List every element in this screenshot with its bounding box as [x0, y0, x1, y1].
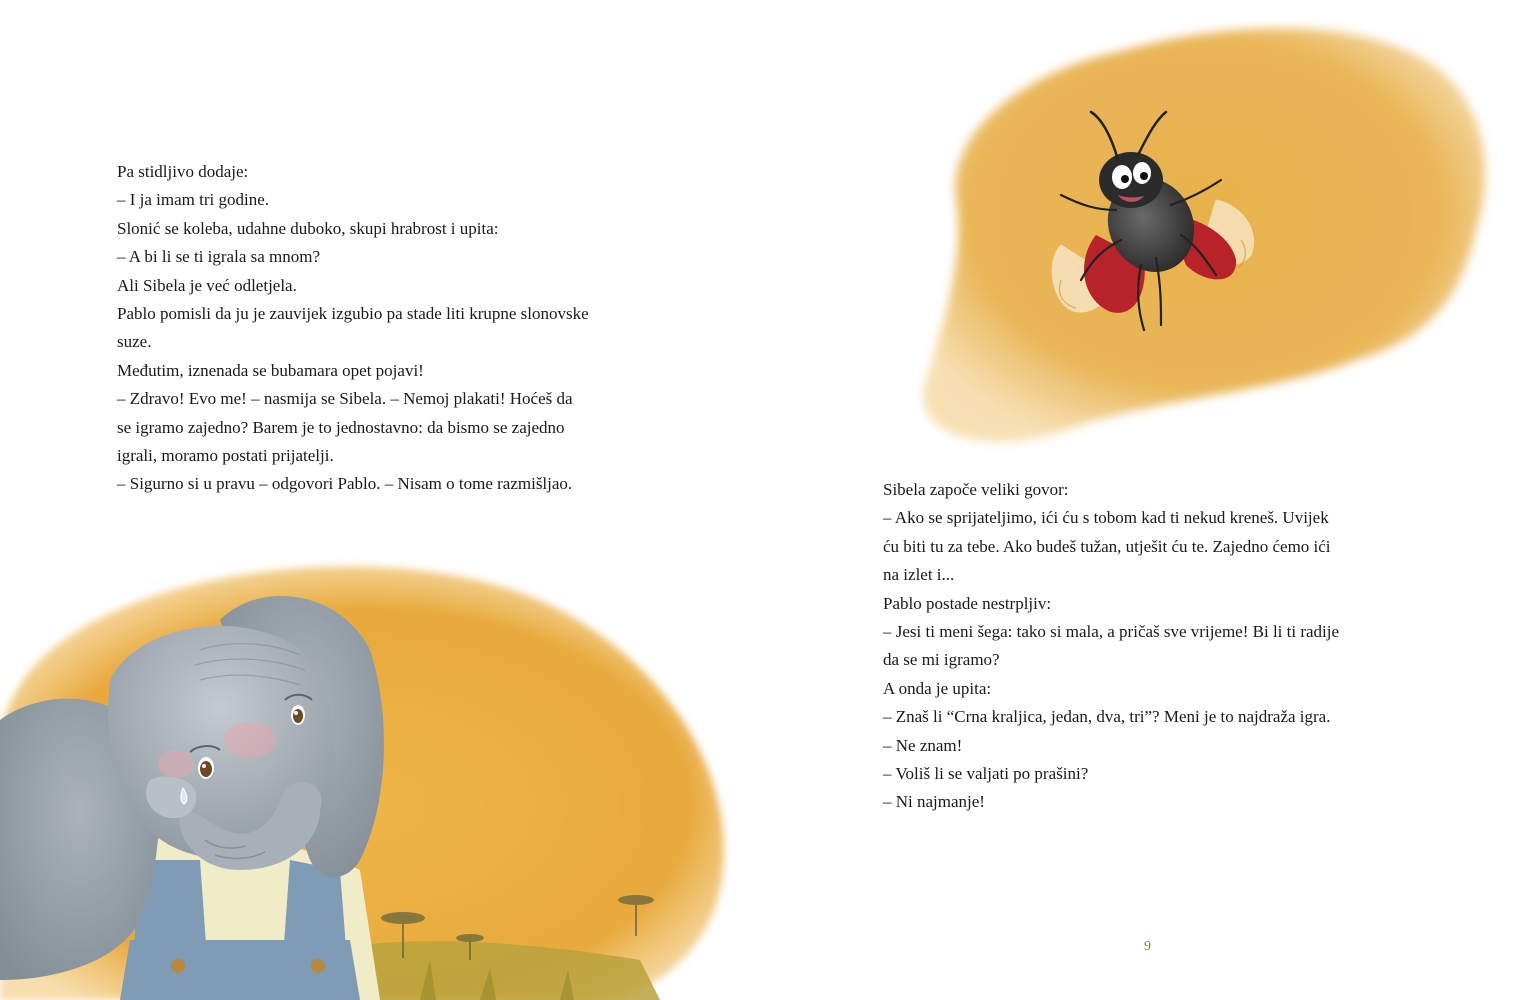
- text-line: – Jesi ti meni šega: tako si mala, a pričaš sve vrijeme! Bi li ti radije: [883, 622, 1340, 642]
- right-page: [766, 0, 1533, 1000]
- left-page: [0, 0, 766, 1000]
- text-line: – Znaš li “Crna kraljica, jedan, dva, tri”? Meni je to najdraža igra.: [883, 707, 1331, 727]
- text-line: se igramo zajedno? Barem je to jednostavno: da bismo se zajedno: [117, 417, 565, 437]
- text-line: – Ne znam!: [883, 735, 963, 755]
- text-line: – Ni najmanje!: [883, 792, 985, 812]
- text-line: Ali Sibela je već odletjela.: [117, 275, 297, 295]
- text-line: Pablo pomisli da ju je zauvijek izgubio pa stade liti krupne slonovske: [117, 304, 589, 324]
- text-line: Pablo postade nestrpljiv:: [883, 593, 1052, 613]
- text-line: – Sigurno si u pravu – odgovori Pablo. – Nisam o tome razmišljao.: [117, 474, 573, 494]
- text-line: Međutim, iznenada se bubamara opet pojavi!: [117, 360, 424, 380]
- text-line: da se mi igramo?: [883, 650, 1000, 670]
- text-line: Pa stidljivo dodaje:: [117, 162, 249, 181]
- right-page-text: [883, 476, 1423, 817]
- text-line: Sibela započe veliki govor:: [883, 480, 1069, 499]
- elephant-illustration: [0, 540, 766, 1000]
- text-line: suze.: [117, 332, 152, 352]
- text-line: na izlet i...: [883, 565, 955, 585]
- text-line: – I ja imam tri godine.: [117, 190, 270, 210]
- text-line: A onda je upita:: [883, 678, 992, 698]
- text-line: igrali, moramo postati prijatelji.: [117, 446, 334, 466]
- text-line: – Ako se sprijateljimo, ići ću s tobom kad ti nekud kreneš. Uvijek: [883, 508, 1329, 528]
- text-line: Slonić se koleba, udahne duboko, skupi hrabrost i upita:: [117, 218, 499, 238]
- text-line: ću biti tu za tebe. Ako budeš tužan, utješit ću te. Zajedno ćemo ići: [883, 536, 1331, 556]
- page-number: 9: [1144, 939, 1151, 954]
- text-line: – Voliš li se valjati po prašini?: [883, 764, 1089, 784]
- text-line: – A bi li se ti igrala sa mnom?: [117, 247, 321, 267]
- left-page-text: [117, 158, 657, 499]
- text-line: – Zdravo! Evo me! – nasmija se Sibela. – Nemoj plakati! Hoćeš da: [117, 389, 573, 409]
- ladybug-illustration: [886, 0, 1506, 470]
